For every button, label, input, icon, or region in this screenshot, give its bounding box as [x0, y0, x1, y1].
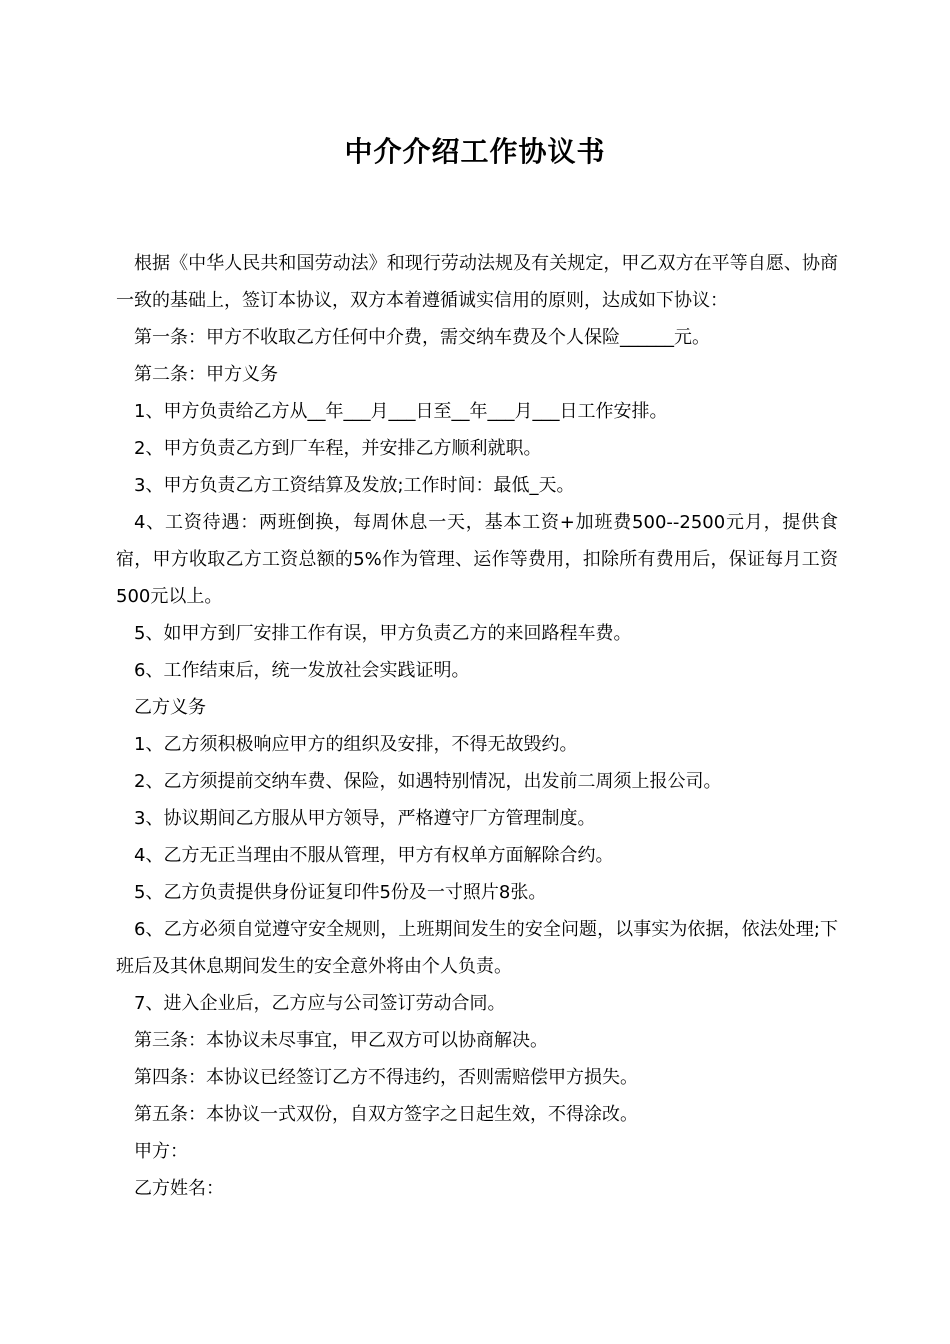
- paragraph-article-4: 第四条：本协议已经签订乙方不得违约，否则需赔偿甲方损失。: [134, 1067, 638, 1088]
- paragraph-party-b-item-5: 5、乙方负责提供身份证复印件5份及一寸照片8张。: [134, 882, 547, 903]
- paragraph-party-a-item-2: 2、甲方负责乙方到厂车程，并安排乙方顺利就职。: [134, 438, 542, 459]
- document-title: 中介介绍工作协议书: [344, 135, 606, 168]
- paragraph-article-1: 第一条：甲方不收取乙方任何中介费，需交纳车费及个人保险______元。: [134, 327, 710, 348]
- paragraph-party-b-obligations-heading: 乙方义务: [134, 697, 206, 718]
- paragraph-party-b-item-4: 4、乙方无正当理由不服从管理，甲方有权单方面解除合约。: [134, 845, 614, 866]
- paragraph-article-3: 第三条：本协议未尽事宜，甲乙双方可以协商解决。: [134, 1030, 548, 1051]
- paragraph-party-a-item-3: 3、甲方负责乙方工资结算及发放;工作时间：最低_天。: [134, 475, 575, 496]
- paragraph-party-a-item-4: 4、工资待遇：两班倒换，每周休息一天，基本工资+加班费500--2500元月，提供食宿，甲方收取乙方工资总额的5%作为管理、运作等费用，扣除所有费用后，保证每月工资500元以上。: [116, 512, 838, 607]
- paragraph-party-a-item-6: 6、工作结束后，统一发放社会实践证明。: [134, 660, 470, 681]
- paragraph-party-a-obligations-heading: 第二条：甲方义务: [134, 364, 278, 385]
- paragraph-party-b-item-1: 1、乙方须积极响应甲方的组织及安排，不得无故毁约。: [134, 734, 578, 755]
- paragraph-party-b-item-3: 3、协议期间乙方服从甲方领导，严格遵守厂方管理制度。: [134, 808, 596, 829]
- paragraph-party-b-item-7: 7、进入企业后，乙方应与公司签订劳动合同。: [134, 993, 506, 1014]
- paragraph-party-a-item-1: 1、甲方负责给乙方从__年___月___日至__年___月___日工作安排。: [134, 401, 668, 422]
- paragraph-party-b-item-2: 2、乙方须提前交纳车费、保险，如遇特别情况，出发前二周须上报公司。: [134, 771, 722, 792]
- paragraph-article-5: 第五条：本协议一式双份，自双方签字之日起生效，不得涂改。: [134, 1104, 638, 1125]
- paragraph-preamble: 根据《中华人民共和国劳动法》和现行劳动法规及有关规定，甲乙双方在平等自愿、协商一致的基础上，签订本协议，双方本着遵循诚实信用的原则，达成如下协议：: [116, 253, 838, 311]
- signature-party-b-name: 乙方姓名：: [134, 1178, 224, 1199]
- paragraph-party-b-item-6: 6、乙方必须自觉遵守安全规则，上班期间发生的安全问题，以事实为依据，依法处理;下班后及其休息期间发生的安全意外将由个人负责。: [116, 919, 838, 977]
- document-body: [116, 245, 838, 1207]
- signature-party-a: 甲方：: [134, 1141, 188, 1162]
- paragraph-party-a-item-5: 5、如甲方到厂安排工作有误，甲方负责乙方的来回路程车费。: [134, 623, 632, 644]
